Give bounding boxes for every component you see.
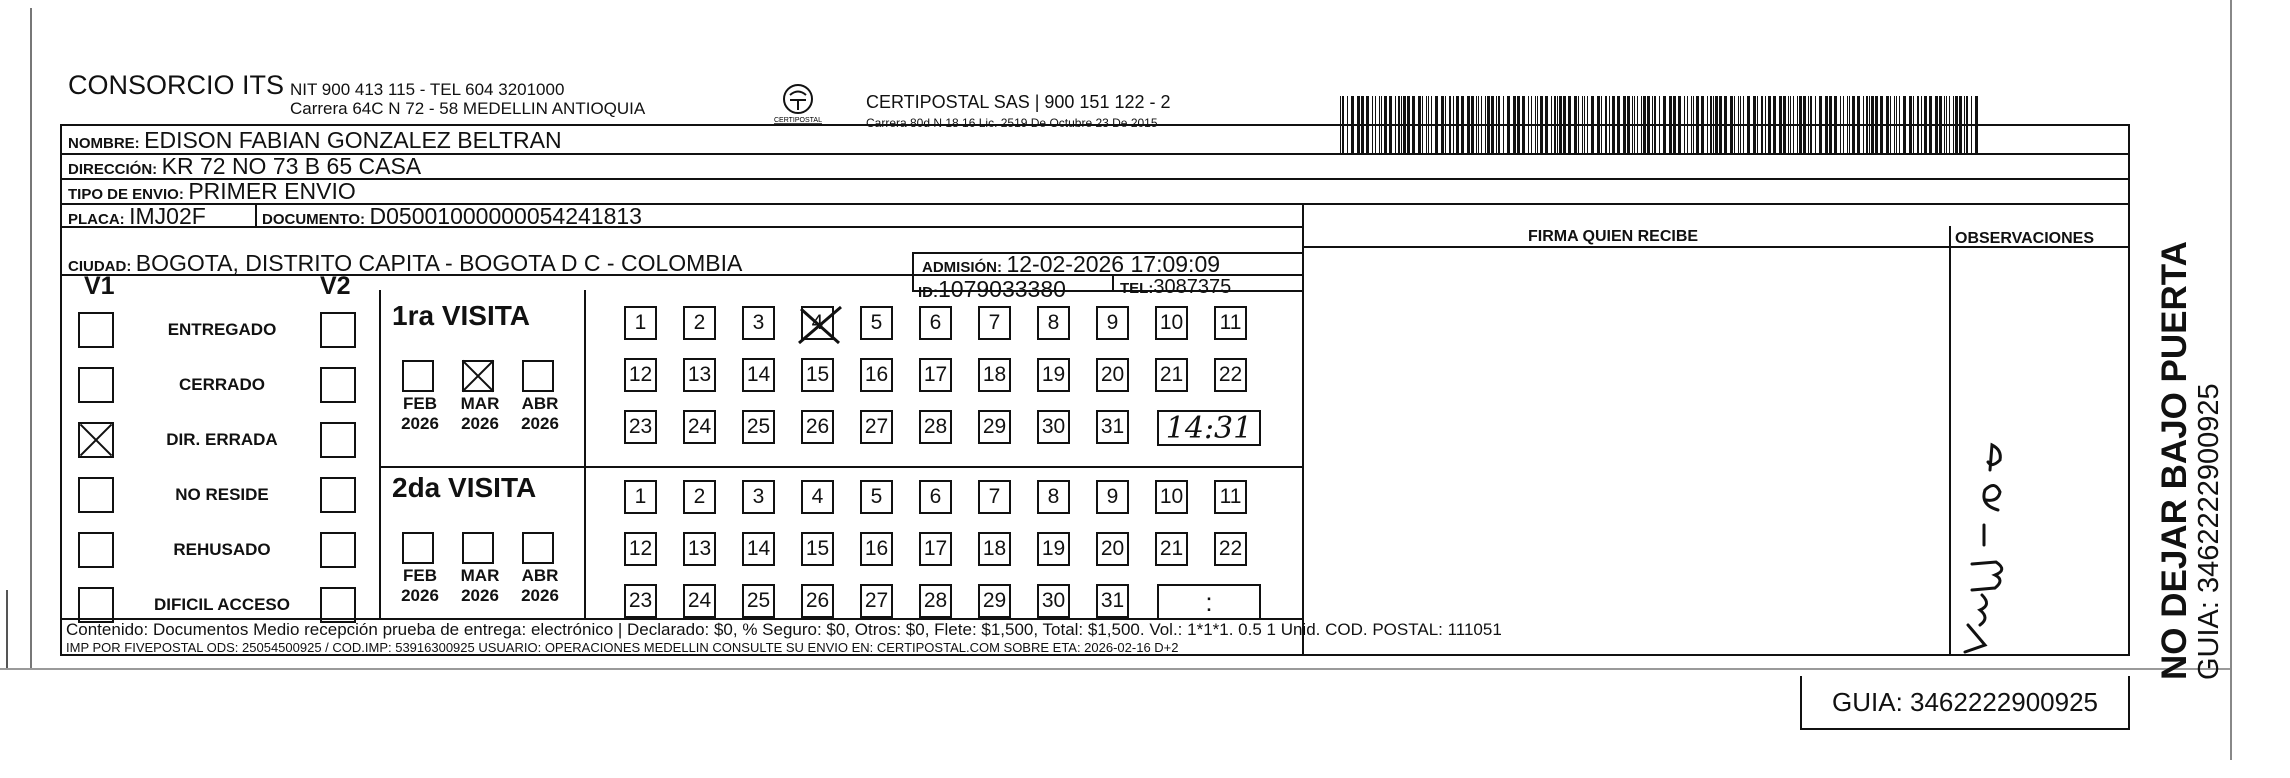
visit2-day-13[interactable]: 13 [683, 532, 716, 566]
field-placa: PLACA: IMJ02F [68, 203, 206, 229]
month-year: 2026 [521, 586, 559, 605]
month-name: FEB [403, 566, 437, 585]
status-label: REHUSADO [173, 540, 271, 559]
visit1-day-21[interactable]: 21 [1155, 358, 1188, 392]
v2-checkbox[interactable] [320, 422, 356, 458]
month-name: MAR [460, 394, 500, 413]
visit1-day-12[interactable]: 12 [624, 358, 657, 392]
scan-edge [6, 590, 8, 670]
visit2-day-4[interactable]: 4 [801, 480, 834, 514]
visit2-day-27[interactable]: 27 [860, 584, 893, 618]
svg-text:CERTIPOSTAL: CERTIPOSTAL [774, 117, 822, 124]
visit1-day-10[interactable]: 10 [1155, 306, 1188, 340]
month-name: FEB [403, 394, 437, 413]
side-guia: GUIA: 3462222900925 [2193, 383, 2225, 680]
col-divider [1302, 203, 1304, 656]
visit2-day-25[interactable]: 25 [742, 584, 775, 618]
guia-number: GUIA: 3462222900925 [1800, 676, 2130, 730]
visit2-day-24[interactable]: 24 [683, 584, 716, 618]
visit1-month-checkbox[interactable] [522, 360, 554, 392]
visit1-time-value: 14:31 [1165, 410, 1253, 446]
visit1-month-label [452, 394, 508, 434]
visit1-day-29[interactable]: 29 [978, 410, 1011, 444]
visit2-title: 2da VISITA [392, 472, 537, 503]
visit2-day-23[interactable]: 23 [624, 584, 657, 618]
visit2-day-14[interactable]: 14 [742, 532, 775, 566]
visit1-month-checkbox[interactable] [462, 360, 494, 392]
visit2-time-value: : [1205, 586, 1213, 617]
v1-checkbox[interactable] [78, 312, 114, 348]
v1-heading: V1 [84, 272, 115, 300]
field-id: ID:1079033380 [918, 276, 1066, 302]
footer-impresion: IMP POR FIVEPOSTAL ODS: 25054500925 / COD.IMP: 53916300925 USUARIO: OPERACIONES MEDELLIN CONSULTE SU ENVIO EN: CERTIPOSTAL.COM SOBRE ETA: 2026-02-16 D+2 [66, 640, 1179, 655]
visit2-day-7[interactable]: 7 [978, 480, 1011, 514]
visit2-day-30[interactable]: 30 [1037, 584, 1070, 618]
v2-checkbox[interactable] [320, 312, 356, 348]
col-divider [912, 252, 914, 290]
visit1-day-20[interactable]: 20 [1096, 358, 1129, 392]
visit2-month-label [392, 566, 448, 606]
company-name: CONSORCIO ITS [68, 70, 285, 100]
visit2-month-label [452, 566, 508, 606]
v2-heading: V2 [320, 272, 351, 300]
visit1-day-14[interactable]: 14 [742, 358, 775, 392]
carrier-license: Carrera 80d N 18 16 Lic. 2519 De Octubre 23 De 2015 [866, 116, 1158, 130]
month-year: 2026 [461, 414, 499, 433]
visit2-month-label [512, 566, 568, 606]
visit1-day-7[interactable]: 7 [978, 306, 1011, 340]
field-nombre: NOMBRE: EDISON FABIAN GONZALEZ BELTRAN [68, 127, 562, 153]
visit2-day-28[interactable]: 28 [919, 584, 952, 618]
v2-checkbox[interactable] [320, 477, 356, 513]
no-dejar-warning: NO DEJAR BAJO PUERTA [2155, 241, 2194, 680]
visit2-day-18[interactable]: 18 [978, 532, 1011, 566]
visit2-day-3[interactable]: 3 [742, 480, 775, 514]
scan-edge [0, 668, 2230, 670]
visit1-day-2[interactable]: 2 [683, 306, 716, 340]
v2-checkbox[interactable] [320, 367, 356, 403]
field-direccion: DIRECCIÓN: KR 72 NO 73 B 65 CASA [68, 153, 422, 179]
visit1-day-9[interactable]: 9 [1096, 306, 1129, 340]
visit2-day-11[interactable]: 11 [1214, 480, 1247, 514]
v1-checkbox[interactable] [78, 587, 114, 623]
visit1-day-1[interactable]: 1 [624, 306, 657, 340]
scan-edge [30, 8, 32, 668]
visit1-day-15[interactable]: 15 [801, 358, 834, 392]
v1-checkbox[interactable] [78, 367, 114, 403]
visit2-day-1[interactable]: 1 [624, 480, 657, 514]
visit1-day-3[interactable]: 3 [742, 306, 775, 340]
visit2-day-10[interactable]: 10 [1155, 480, 1188, 514]
visit2-day-17[interactable]: 17 [919, 532, 952, 566]
visit1-day-24[interactable]: 24 [683, 410, 716, 444]
observaciones-header: OBSERVACIONES [1955, 230, 2094, 247]
visit2-month-checkbox[interactable] [402, 532, 434, 564]
visit1-day-30[interactable]: 30 [1037, 410, 1070, 444]
visit1-day-8[interactable]: 8 [1037, 306, 1070, 340]
visit2-month-checkbox[interactable] [462, 532, 494, 564]
month-year: 2026 [401, 414, 439, 433]
visit2-day-22[interactable]: 22 [1214, 532, 1247, 566]
visit1-day-31[interactable]: 31 [1096, 410, 1129, 444]
visit2-day-21[interactable]: 21 [1155, 532, 1188, 566]
visit2-day-26[interactable]: 26 [801, 584, 834, 618]
v2-checkbox[interactable] [320, 532, 356, 568]
visit2-day-15[interactable]: 15 [801, 532, 834, 566]
month-name: MAR [460, 566, 500, 585]
col-divider [584, 290, 586, 618]
v1-checkbox[interactable] [78, 477, 114, 513]
visit2-day-2[interactable]: 2 [683, 480, 716, 514]
status-label: NO RESIDE [175, 485, 269, 504]
status-label: DIFICIL ACCESO [153, 595, 290, 614]
handwritten-observation [1950, 420, 2080, 660]
status-label: CERRADO [179, 375, 265, 394]
footer-contenido: Contenido: Documentos Medio recepción prueba de entrega: electrónico | Declarado: $0, % Seguro: $0, Otros: $0, Flete: $1,500, Total: $1,500. Vol.: 1*1*1. 0.5 1 Unid. COD. POSTAL: 111051 [66, 620, 1502, 639]
row-divider [379, 466, 1302, 468]
visit1-day-28[interactable]: 28 [919, 410, 952, 444]
visit1-month-checkbox[interactable] [402, 360, 434, 392]
carrier-name: CERTIPOSTAL SAS | 900 151 122 - 2 [866, 92, 1171, 112]
field-tipo-envio: TIPO DE ENVIO: PRIMER ENVIO [68, 178, 356, 204]
visit1-day-13[interactable]: 13 [683, 358, 716, 392]
visit2-time-box[interactable] [1157, 584, 1261, 620]
visit2-day-12[interactable]: 12 [624, 532, 657, 566]
visit2-day-20[interactable]: 20 [1096, 532, 1129, 566]
field-admision: ADMISIÓN: 12-02-2026 17:09:09 [922, 251, 1221, 277]
month-name: ABR [521, 566, 559, 585]
month-name: ABR [521, 394, 559, 413]
visit1-title: 1ra VISITA [392, 300, 530, 331]
visit2-day-16[interactable]: 16 [860, 532, 893, 566]
delivery-form [60, 124, 2130, 656]
company-nit: NIT 900 413 115 - TEL 604 3201000 [290, 80, 565, 99]
visit2-day-29[interactable]: 29 [978, 584, 1011, 618]
visit1-day-4[interactable]: 4 [801, 306, 834, 340]
company-address: Carrera 64C N 72 - 58 MEDELLIN ANTIOQUIA [290, 99, 646, 118]
month-year: 2026 [461, 586, 499, 605]
day-cross-mark [795, 303, 845, 347]
visit2-day-19[interactable]: 19 [1037, 532, 1070, 566]
visit2-day-5[interactable]: 5 [860, 480, 893, 514]
col-divider [255, 203, 257, 226]
visit1-day-5[interactable]: 5 [860, 306, 893, 340]
visit1-day-17[interactable]: 17 [919, 358, 952, 392]
certipostal-logo [770, 80, 826, 130]
visit1-time-box[interactable] [1157, 410, 1261, 446]
visit1-day-26[interactable]: 26 [801, 410, 834, 444]
firma-header: FIRMA QUIEN RECIBE [1528, 228, 1699, 245]
status-label: ENTREGADO [167, 320, 277, 339]
status-label: DIR. ERRADA [166, 430, 278, 449]
visit1-day-11[interactable]: 11 [1214, 306, 1247, 340]
visit1-day-16[interactable]: 16 [860, 358, 893, 392]
field-ciudad: CIUDAD: BOGOTA, DISTRITO CAPITA - BOGOTA D C - COLOMBIA [68, 250, 743, 276]
visit2-month-checkbox[interactable] [522, 532, 554, 564]
month-year: 2026 [401, 586, 439, 605]
visit1-day-22[interactable]: 22 [1214, 358, 1247, 392]
col-divider [379, 290, 381, 618]
visit1-day-27[interactable]: 27 [860, 410, 893, 444]
visit1-day-18[interactable]: 18 [978, 358, 1011, 392]
side-label [2155, 241, 2226, 680]
visit1-day-19[interactable]: 19 [1037, 358, 1070, 392]
visit1-day-25[interactable]: 25 [742, 410, 775, 444]
visit2-day-8[interactable]: 8 [1037, 480, 1070, 514]
visit1-month-label [512, 394, 568, 434]
v2-checkbox[interactable] [320, 587, 356, 623]
field-documento: DOCUMENTO: D05001000000054241813 [262, 203, 642, 229]
company-info [290, 80, 645, 118]
visit2-day-6[interactable]: 6 [919, 480, 952, 514]
v1-checkbox[interactable] [78, 422, 114, 458]
visit2-day-9[interactable]: 9 [1096, 480, 1129, 514]
field-tel: TEL:3087375 [1120, 276, 1232, 298]
visit1-month-label [392, 394, 448, 434]
visit2-day-31[interactable]: 31 [1096, 584, 1129, 618]
scan-edge [2230, 0, 2232, 760]
visit1-day-6[interactable]: 6 [919, 306, 952, 340]
v1-checkbox[interactable] [78, 532, 114, 568]
row-divider [62, 226, 1302, 228]
visit1-day-23[interactable]: 23 [624, 410, 657, 444]
month-year: 2026 [521, 414, 559, 433]
